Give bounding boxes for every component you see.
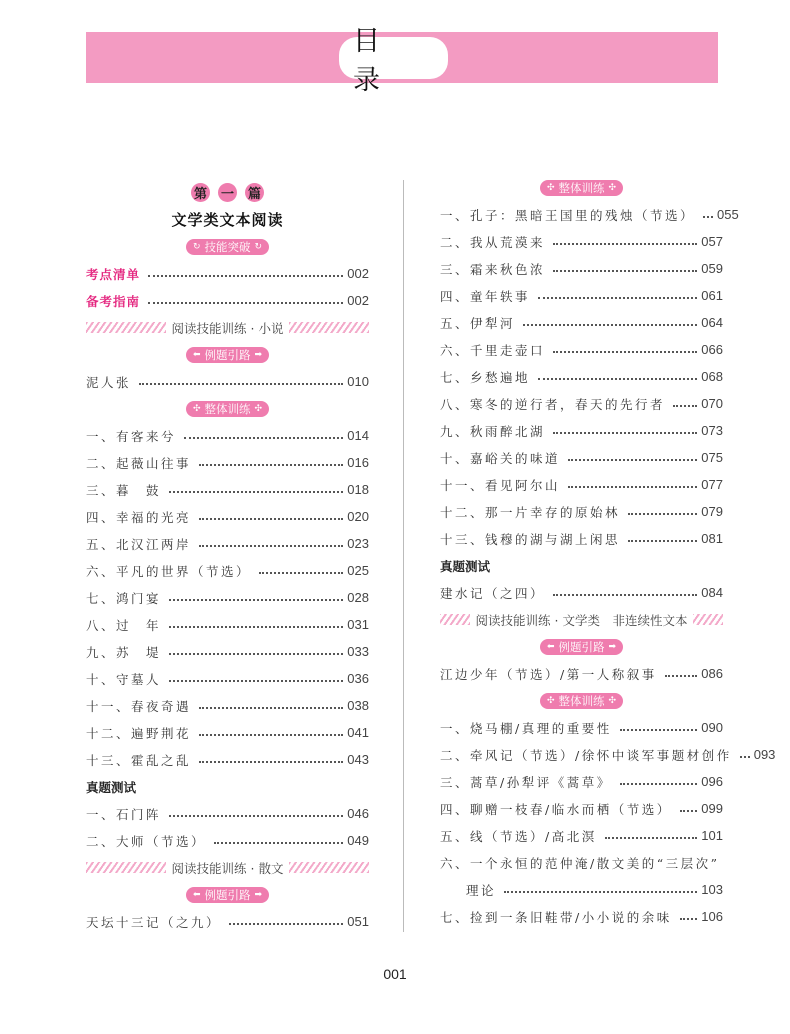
toc-entry[interactable]: [440, 498, 723, 525]
dot-leader: [169, 680, 343, 682]
entry-title[interactable]: 二、我从荒漠来: [440, 234, 546, 250]
entry-title[interactable]: 一、烧马棚/真理的重要性: [440, 720, 612, 736]
dot-leader: [139, 383, 343, 385]
subsection-heading-row: [86, 773, 369, 800]
dot-leader: [553, 432, 697, 434]
dot-leader: [199, 734, 343, 736]
entry-page-number: 049: [347, 833, 369, 848]
entry-page-number: 073: [701, 423, 723, 438]
dot-leader: [620, 783, 698, 785]
entry-page-number: 066: [701, 342, 723, 357]
toc-entry[interactable]: [440, 579, 723, 606]
entry-page-number: 055: [717, 207, 739, 222]
section-badge: [186, 401, 269, 417]
part-char: 一: [218, 183, 237, 202]
part-title: 文学类文本阅读: [171, 211, 284, 229]
toc-entry[interactable]: [440, 768, 723, 795]
section-badge-row: [86, 881, 369, 908]
entry-title[interactable]: 十三、霍乱之乱: [86, 752, 192, 768]
toc-entry[interactable]: [86, 692, 369, 719]
stripe-decoration: [693, 614, 723, 625]
subsection-heading: 真题测试: [86, 779, 137, 795]
entry-page-number: 002: [347, 266, 369, 281]
entry-title[interactable]: 五、线（节选）/高北溟: [440, 828, 597, 844]
toc-entry[interactable]: [440, 228, 723, 255]
toc-entry[interactable]: [86, 530, 369, 557]
dot-leader: [199, 545, 343, 547]
entry-title[interactable]: 考点清单: [86, 266, 141, 282]
dot-leader: [628, 540, 697, 542]
toc-entry[interactable]: [86, 908, 369, 935]
dot-leader: [703, 216, 713, 218]
section-badge-label: 例题引路: [558, 639, 605, 654]
toc-entry[interactable]: [86, 665, 369, 692]
dot-leader: [673, 405, 697, 407]
toc-entry[interactable]: [86, 800, 369, 827]
entry-page-number: 057: [701, 234, 723, 249]
refresh-icon: ↻: [192, 241, 201, 252]
section-badge-label: 整体训练: [204, 401, 251, 416]
dot-leader: [553, 270, 697, 272]
dot-leader: [199, 761, 343, 763]
toc-entry[interactable]: [440, 876, 723, 903]
section-badge-label: 例题引路: [204, 347, 251, 362]
dot-leader: [148, 302, 343, 304]
toc-entry[interactable]: [86, 611, 369, 638]
entry-page-number: 086: [701, 666, 723, 681]
dot-leader: [538, 297, 697, 299]
section-badge-row: [440, 687, 723, 714]
entry-title[interactable]: 三、蒿草/孙犁评《蒿草》: [440, 774, 612, 790]
dot-leader: [628, 513, 697, 515]
entry-page-number: 059: [701, 261, 723, 276]
sparkle-icon: ✣: [192, 403, 201, 414]
entry-title[interactable]: 江边少年（节选）/第一人称叙事: [440, 666, 657, 682]
toc-entry[interactable]: [440, 525, 723, 552]
section-badge-label: 例题引路: [204, 887, 251, 902]
dot-leader: [169, 626, 343, 628]
dot-leader: [148, 275, 343, 277]
dot-leader: [568, 486, 697, 488]
entry-title[interactable]: 七、鸿门宴: [86, 590, 162, 606]
dot-leader: [538, 378, 697, 380]
dot-leader: [169, 815, 343, 817]
part-char: 篇: [245, 183, 264, 202]
arrow-icon: ➡: [254, 349, 263, 360]
stripe-decoration: [86, 862, 166, 873]
entry-title[interactable]: 二、起薇山往事: [86, 455, 192, 471]
sparkle-icon: ✣: [546, 695, 555, 706]
toc-entry[interactable]: [440, 822, 723, 849]
dot-leader: [199, 464, 343, 466]
entry-title[interactable]: 十一、看见阿尔山: [440, 477, 561, 493]
dot-leader: [605, 837, 698, 839]
entry-title[interactable]: 六、一个永恒的范仲淹/散文美的“三层次”: [440, 855, 720, 871]
toc-entry[interactable]: [440, 714, 723, 741]
section-badge-row: [440, 633, 723, 660]
part-char: 第: [191, 183, 210, 202]
section-badge-label: 整体训练: [558, 180, 605, 195]
entry-title[interactable]: 泥人张: [86, 374, 132, 390]
entry-title[interactable]: 六、千里走壶口: [440, 342, 546, 358]
dot-leader: [680, 918, 698, 920]
sparkle-icon: ✣: [608, 695, 617, 706]
chapter-header-label: 阅读技能训练 · 散文: [171, 860, 284, 876]
section-badge: [186, 239, 269, 255]
entry-title[interactable]: 四、聊赠一枝春/临水而栖（节选）: [440, 801, 672, 817]
arrow-icon: ➡: [608, 641, 617, 652]
entry-page-number: 036: [347, 671, 369, 686]
entry-title[interactable]: 七、乡愁遍地: [440, 369, 531, 385]
entry-page-number: 010: [347, 374, 369, 389]
entry-page-number: 064: [701, 315, 723, 330]
entry-title[interactable]: 五、伊犁河: [440, 315, 516, 331]
entry-page-number: 075: [701, 450, 723, 465]
entry-title[interactable]: 三、霜来秋色浓: [440, 261, 546, 277]
toc-entry[interactable]: [86, 557, 369, 584]
subsection-heading-row: [440, 552, 723, 579]
dot-leader: [523, 324, 697, 326]
entry-title[interactable]: 四、幸福的光亮: [86, 509, 192, 525]
entry-page-number: 046: [347, 806, 369, 821]
toc-entry[interactable]: [440, 363, 723, 390]
section-badge: [186, 887, 269, 903]
toc-entry[interactable]: [440, 741, 776, 768]
entry-title[interactable]: 一、石门阵: [86, 806, 162, 822]
entry-title[interactable]: 六、平凡的世界（节选）: [86, 563, 252, 579]
toc-entry[interactable]: [440, 849, 723, 876]
entry-title[interactable]: 九、秋雨醉北湖: [440, 423, 546, 439]
section-badge-row: [86, 395, 369, 422]
dot-leader: [184, 437, 343, 439]
entry-title[interactable]: 三、暮 鼓: [86, 482, 162, 498]
entry-title[interactable]: 二、大师（节选）: [86, 833, 207, 849]
entry-title[interactable]: 五、北汉江两岸: [86, 536, 192, 552]
arrow-icon: ⬅: [192, 889, 201, 900]
section-badge-row: [440, 174, 723, 201]
entry-title[interactable]: 一、孔子：黑暗王国里的残烛（节选）: [440, 207, 696, 223]
section-badge: [540, 693, 623, 709]
entry-title[interactable]: 十、嘉峪关的味道: [440, 450, 561, 466]
entry-title[interactable]: 四、童年轶事: [440, 288, 531, 304]
dot-leader: [620, 729, 698, 731]
entry-page-number: 068: [701, 369, 723, 384]
entry-page-number: 043: [347, 752, 369, 767]
refresh-icon: ↻: [254, 241, 263, 252]
section-badge-row: [86, 341, 369, 368]
entry-title[interactable]: 十一、春夜奇遇: [86, 698, 192, 714]
part-number: [86, 179, 369, 206]
dot-leader: [553, 351, 697, 353]
toc-entry[interactable]: [440, 390, 723, 417]
dot-leader: [214, 842, 343, 844]
stripe-decoration: [86, 322, 166, 333]
toc-entry[interactable]: [440, 444, 723, 471]
toc-entry[interactable]: [86, 368, 369, 395]
sparkle-icon: ✣: [254, 403, 263, 414]
toc-entry[interactable]: [86, 449, 369, 476]
entry-page-number: 025: [347, 563, 369, 578]
toc-entry[interactable]: [440, 795, 723, 822]
toc-entry[interactable]: [440, 255, 723, 282]
toc-entry[interactable]: [86, 584, 369, 611]
entry-page-number: 070: [701, 396, 723, 411]
toc-right-column: [440, 174, 776, 930]
section-badge-row: [86, 233, 369, 260]
entry-title[interactable]: 七、捡到一条旧鞋带/小小说的余味: [440, 909, 672, 925]
dot-leader: [568, 459, 697, 461]
entry-page-number: 023: [347, 536, 369, 551]
stripe-decoration: [289, 862, 369, 873]
entry-page-number: 041: [347, 725, 369, 740]
entry-page-number: 106: [701, 909, 723, 924]
section-badge-label: 技能突破: [204, 239, 251, 254]
entry-page-number: 077: [701, 477, 723, 492]
entry-page-number: 014: [347, 428, 369, 443]
entry-page-number: 093: [753, 747, 776, 762]
section-badge: [186, 347, 269, 363]
column-divider: [403, 180, 404, 932]
chapter-header-label: 阅读技能训练 · 文学类 非连续性文本: [475, 612, 688, 628]
entry-title[interactable]: 建水记（之四）: [440, 585, 546, 601]
dot-leader: [553, 243, 697, 245]
entry-title[interactable]: 九、苏 堤: [86, 644, 162, 660]
dot-leader: [169, 599, 343, 601]
entry-page-number: 020: [347, 509, 369, 524]
toc-entry[interactable]: [440, 309, 723, 336]
toc-entry[interactable]: [86, 746, 369, 773]
toc-entry[interactable]: [86, 638, 369, 665]
toc-entry[interactable]: [86, 719, 369, 746]
arrow-icon: ➡: [254, 889, 263, 900]
toc-entry[interactable]: [440, 336, 723, 363]
page-title: 目 录: [339, 37, 448, 79]
dot-leader: [199, 518, 343, 520]
dot-leader: [504, 891, 697, 893]
entry-title[interactable]: 理论: [466, 882, 497, 898]
entry-page-number: 018: [347, 482, 369, 497]
toc-entry[interactable]: [440, 417, 723, 444]
stripe-decoration: [440, 614, 470, 625]
entry-page-number: 038: [347, 698, 369, 713]
dot-leader: [259, 572, 343, 574]
entry-title[interactable]: 十二、那一片幸存的原始林: [440, 504, 621, 520]
part-badges: [191, 183, 264, 202]
dot-leader: [169, 653, 343, 655]
toc-entry[interactable]: [440, 471, 723, 498]
entry-page-number: 096: [701, 774, 723, 789]
toc-entry[interactable]: [440, 282, 723, 309]
dot-leader: [665, 675, 698, 677]
chapter-header: [86, 854, 369, 881]
dot-leader: [553, 594, 697, 596]
entry-title[interactable]: 八、寒冬的逆行者，春天的先行者: [440, 396, 666, 412]
toc-entry[interactable]: [86, 422, 369, 449]
entry-title[interactable]: 二、牵风记（节选）/徐怀中谈军事题材创作: [440, 747, 732, 763]
entry-title[interactable]: 一、有客来兮: [86, 428, 177, 444]
entry-page-number: 090: [701, 720, 723, 735]
entry-page-number: 051: [347, 914, 369, 929]
entry-title[interactable]: 八、过 年: [86, 617, 162, 633]
toc-entry[interactable]: [440, 660, 723, 687]
entry-title[interactable]: 十三、钱穆的湖与湖上闲思: [440, 531, 621, 547]
entry-page-number: 101: [701, 828, 723, 843]
entry-page-number: 079: [701, 504, 723, 519]
stripe-decoration: [289, 322, 369, 333]
entry-page-number: 099: [701, 801, 723, 816]
section-badge: [540, 639, 623, 655]
entry-page-number: 033: [347, 644, 369, 659]
chapter-header-label: 阅读技能训练 · 小说: [171, 320, 284, 336]
entry-page-number: 081: [701, 531, 723, 546]
toc-entry[interactable]: [86, 476, 369, 503]
entry-page-number: 103: [701, 882, 723, 897]
entry-page-number: 084: [701, 585, 723, 600]
entry-page-number: 028: [347, 590, 369, 605]
arrow-icon: ⬅: [192, 349, 201, 360]
toc-entry[interactable]: [440, 201, 739, 228]
section-badge: [540, 180, 623, 196]
arrow-icon: ⬅: [546, 641, 555, 652]
toc-entry[interactable]: [86, 503, 369, 530]
toc-left-column: [86, 179, 369, 935]
entry-title[interactable]: 十二、遍野荆花: [86, 725, 192, 741]
dot-leader: [680, 810, 698, 812]
section-badge-label: 整体训练: [558, 693, 605, 708]
entry-title[interactable]: 备考指南: [86, 293, 141, 309]
toc-entry[interactable]: [86, 827, 369, 854]
sparkle-icon: ✣: [608, 182, 617, 193]
toc-entry[interactable]: [86, 260, 369, 287]
entry-page-number: 031: [347, 617, 369, 632]
entry-page-number: 061: [701, 288, 723, 303]
sparkle-icon: ✣: [546, 182, 555, 193]
toc-entry[interactable]: [440, 903, 723, 930]
subsection-heading: 真题测试: [440, 558, 491, 574]
chapter-header: [440, 606, 723, 633]
entry-page-number: 016: [347, 455, 369, 470]
entry-title[interactable]: 十、守墓人: [86, 671, 162, 687]
page-number: 001: [383, 966, 407, 982]
chapter-header: [86, 314, 369, 341]
entry-title[interactable]: 天坛十三记（之九）: [86, 914, 222, 930]
dot-leader: [169, 491, 343, 493]
toc-entry[interactable]: [86, 287, 369, 314]
dot-leader: [229, 923, 343, 925]
dot-leader: [740, 756, 750, 758]
entry-page-number: 002: [347, 293, 369, 308]
dot-leader: [199, 707, 343, 709]
part-title-row: [86, 206, 369, 233]
